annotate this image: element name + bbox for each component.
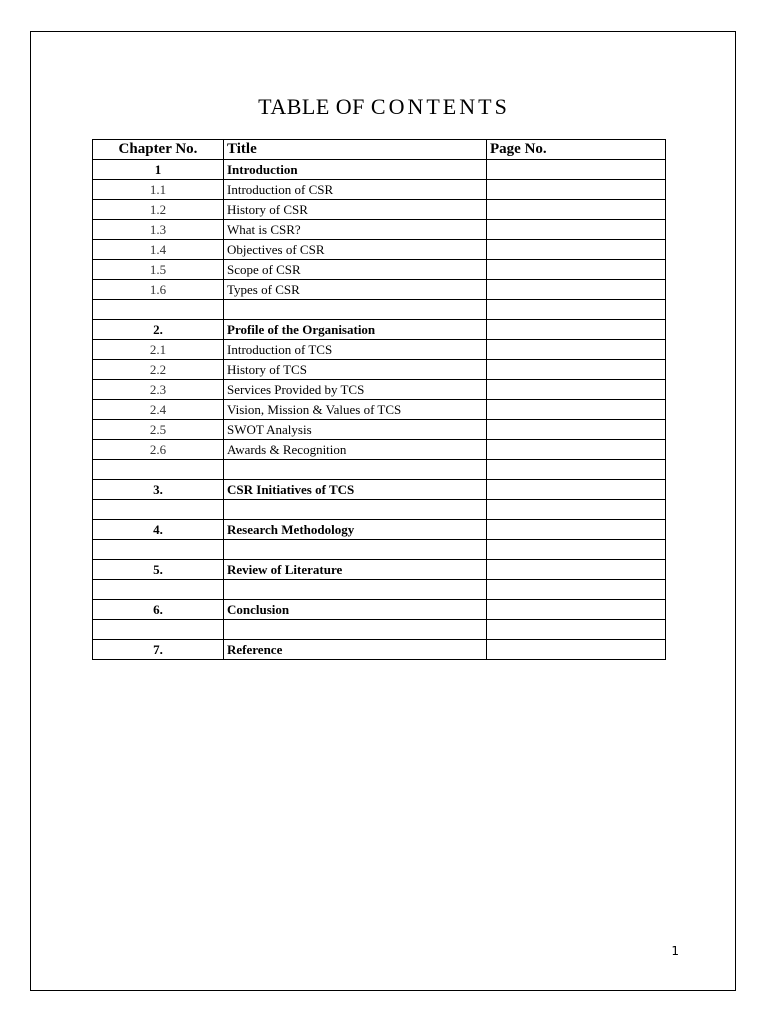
toc-table: [92, 139, 666, 660]
toc-chapter-number: 1.6: [93, 280, 224, 300]
toc-entry-title: [224, 460, 487, 480]
toc-page-number: [487, 580, 666, 600]
toc-blank-row: [93, 500, 666, 520]
toc-page-number: [487, 600, 666, 620]
toc-entry-title: Reference: [224, 640, 487, 660]
header-title: Title: [224, 140, 487, 160]
toc-chapter-number: 2.5: [93, 420, 224, 440]
toc-chapter-number: 1: [93, 160, 224, 180]
toc-chapter-number: 2.6: [93, 440, 224, 460]
toc-entry-title: Services Provided by TCS: [224, 380, 487, 400]
toc-chapter-number: 2.3: [93, 380, 224, 400]
toc-chapter-row: [93, 640, 666, 660]
toc-section-row: [93, 400, 666, 420]
toc-page-number: [487, 240, 666, 260]
toc-entry-title: Awards & Recognition: [224, 440, 487, 460]
toc-entry-title: Objectives of CSR: [224, 240, 487, 260]
toc-entry-title: SWOT Analysis: [224, 420, 487, 440]
toc-page-number: [487, 300, 666, 320]
toc-entry-title: History of CSR: [224, 200, 487, 220]
toc-page-number: [487, 440, 666, 460]
toc-entry-title: Research Methodology: [224, 520, 487, 540]
header-chapter-no: Chapter No.: [93, 140, 224, 160]
toc-page-number: [487, 200, 666, 220]
toc-entry-title: Vision, Mission & Values of TCS: [224, 400, 487, 420]
toc-blank-row: [93, 460, 666, 480]
toc-section-row: [93, 260, 666, 280]
toc-section-row: [93, 200, 666, 220]
toc-chapter-number: 3.: [93, 480, 224, 500]
toc-chapter-row: [93, 600, 666, 620]
toc-chapter-number: 1.2: [93, 200, 224, 220]
toc-entry-title: Scope of CSR: [224, 260, 487, 280]
toc-chapter-number: 2.4: [93, 400, 224, 420]
toc-section-row: [93, 240, 666, 260]
toc-entry-title: Review of Literature: [224, 560, 487, 580]
toc-page-number: [487, 380, 666, 400]
toc-page-number: [487, 540, 666, 560]
toc-page-number: [487, 260, 666, 280]
toc-chapter-row: [93, 520, 666, 540]
toc-section-row: [93, 380, 666, 400]
toc-chapter-number: 2.: [93, 320, 224, 340]
toc-blank-row: [93, 580, 666, 600]
toc-page-number: [487, 500, 666, 520]
toc-entry-title: Introduction of TCS: [224, 340, 487, 360]
page-title-part1: TABLE OF: [258, 94, 371, 119]
toc-chapter-number: 1.3: [93, 220, 224, 240]
toc-section-row: [93, 280, 666, 300]
toc-page-number: [487, 520, 666, 540]
toc-chapter-number: 1.1: [93, 180, 224, 200]
toc-section-row: [93, 220, 666, 240]
toc-entry-title: Introduction of CSR: [224, 180, 487, 200]
toc-page-number: [487, 480, 666, 500]
toc-header-row: [93, 140, 666, 160]
toc-page-number: [487, 620, 666, 640]
toc-page-number: [487, 420, 666, 440]
header-page-no: Page No.: [487, 140, 666, 160]
toc-section-row: [93, 360, 666, 380]
toc-chapter-row: [93, 320, 666, 340]
toc-entry-title: Conclusion: [224, 600, 487, 620]
toc-chapter-number: 1.5: [93, 260, 224, 280]
toc-page-number: [487, 460, 666, 480]
toc-entry-title: Profile of the Organisation: [224, 320, 487, 340]
toc-page-number: [487, 180, 666, 200]
toc-page-number: [487, 340, 666, 360]
toc-entry-title: What is CSR?: [224, 220, 487, 240]
toc-chapter-number: [93, 460, 224, 480]
toc-chapter-number: [93, 500, 224, 520]
toc-chapter-row: [93, 560, 666, 580]
toc-chapter-number: [93, 540, 224, 560]
toc-entry-title: Types of CSR: [224, 280, 487, 300]
page-title-part2: CONTENTS: [370, 94, 510, 119]
page-number: 1: [671, 944, 679, 958]
toc-chapter-row: [93, 160, 666, 180]
toc-entry-title: [224, 580, 487, 600]
toc-chapter-number: [93, 300, 224, 320]
toc-entry-title: [224, 540, 487, 560]
toc-page-number: [487, 160, 666, 180]
toc-chapter-number: 1.4: [93, 240, 224, 260]
page-title: [0, 92, 768, 122]
toc-entry-title: Introduction: [224, 160, 487, 180]
toc-chapter-number: 4.: [93, 520, 224, 540]
toc-blank-row: [93, 540, 666, 560]
toc-chapter-number: 7.: [93, 640, 224, 660]
toc-chapter-number: 2.2: [93, 360, 224, 380]
toc-chapter-number: 6.: [93, 600, 224, 620]
toc-page-number: [487, 360, 666, 380]
toc-entry-title: [224, 500, 487, 520]
toc-section-row: [93, 340, 666, 360]
toc-body: [93, 160, 666, 660]
toc-chapter-row: [93, 480, 666, 500]
toc-chapter-number: 5.: [93, 560, 224, 580]
toc-entry-title: CSR Initiatives of TCS: [224, 480, 487, 500]
toc-blank-row: [93, 300, 666, 320]
toc-entry-title: [224, 300, 487, 320]
toc-page-number: [487, 280, 666, 300]
toc-page-number: [487, 320, 666, 340]
toc-page-number: [487, 400, 666, 420]
toc-page-number: [487, 220, 666, 240]
toc-section-row: [93, 420, 666, 440]
toc-section-row: [93, 180, 666, 200]
toc-section-row: [93, 440, 666, 460]
toc-chapter-number: [93, 580, 224, 600]
toc-entry-title: History of TCS: [224, 360, 487, 380]
toc-blank-row: [93, 620, 666, 640]
toc-page-number: [487, 560, 666, 580]
toc-page-number: [487, 640, 666, 660]
toc-chapter-number: 2.1: [93, 340, 224, 360]
toc-entry-title: [224, 620, 487, 640]
toc-chapter-number: [93, 620, 224, 640]
